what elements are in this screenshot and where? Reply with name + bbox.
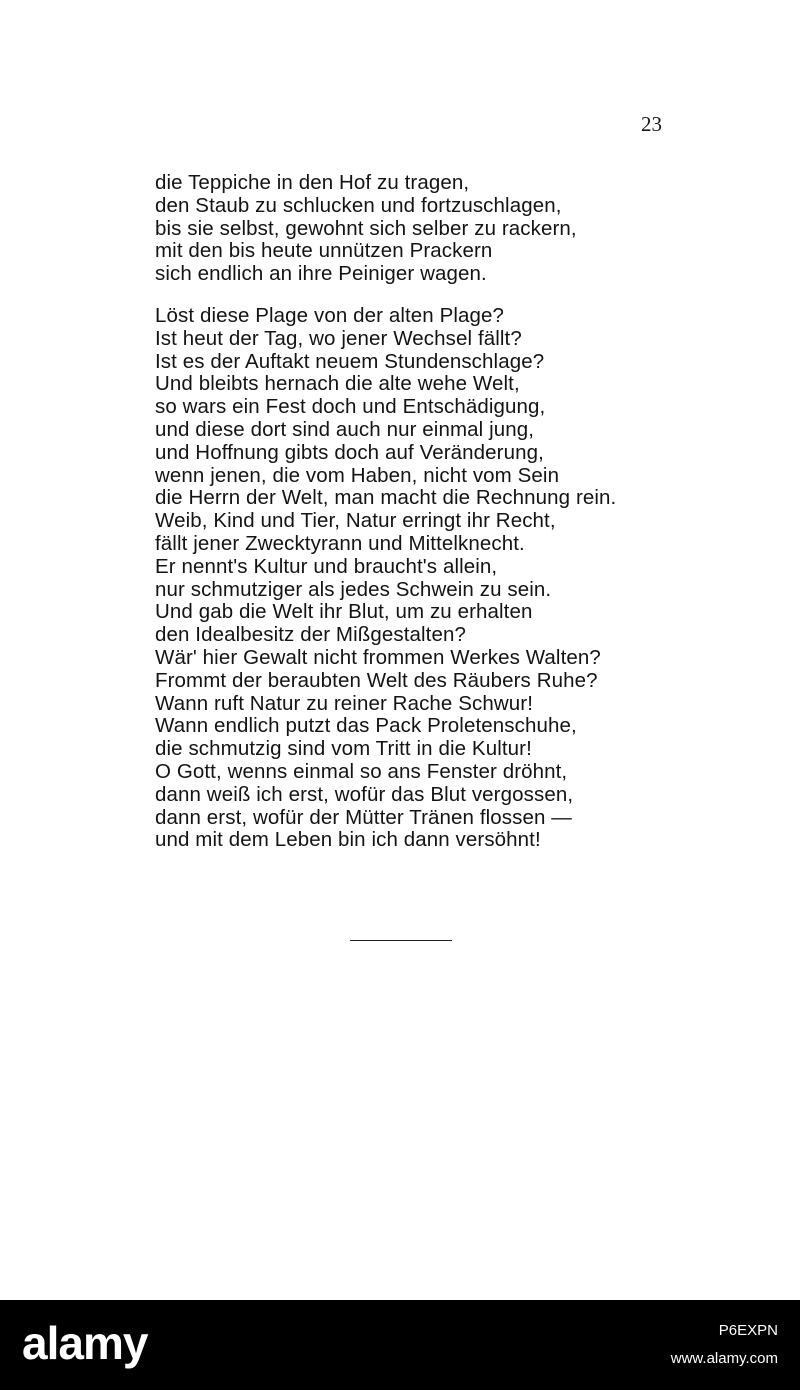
alamy-logo: alamy	[22, 1317, 148, 1369]
poem-line: den Idealbesitz der Mißgestalten?	[155, 623, 466, 647]
poem-line: bis sie selbst, gewohnt sich selber zu rackern,	[155, 216, 577, 240]
poem-line: fällt jener Zwecktyrann und Mittelknecht.	[155, 531, 525, 555]
end-divider-rule	[350, 940, 452, 941]
poem-line: sich endlich an ihre Peiniger wagen.	[155, 262, 487, 286]
poem-line: dann weiß ich erst, wofür das Blut vergossen,	[155, 782, 574, 806]
poem-line: die schmutzig sind vom Tritt in die Kultur!	[155, 737, 532, 761]
poem-line: die Herrn der Welt, man macht die Rechnung rein.	[155, 486, 617, 510]
poem-line: und Hoffnung gibts doch auf Veränderung,	[155, 440, 544, 464]
poem-line: Löst diese Plage von der alten Plage?	[155, 304, 505, 327]
poem-line: Und bleibts hernach die alte wehe Welt,	[155, 372, 520, 396]
poem-line: O Gott, wenns einmal so ans Fenster dröhnt,	[155, 759, 568, 783]
poem-line: Frommt der beraubten Welt des Räubers Ruhe?	[155, 668, 598, 692]
poem-stanza-2	[155, 305, 616, 852]
poem-line: und diese dort sind auch nur einmal jung,	[155, 417, 535, 441]
poem-line: Ist es der Auftakt neuem Stundenschlage?	[155, 349, 545, 373]
poem-line: Wär' hier Gewalt nicht frommen Werkes Walten?	[155, 645, 601, 669]
site-url: www.alamy.com	[670, 1350, 778, 1367]
poem-line: und mit dem Leben bin ich dann versöhnt!	[155, 828, 541, 852]
poem-line: den Staub zu schlucken und fortzuschlagen,	[155, 193, 562, 217]
poem-line: Ist heut der Tag, wo jener Wechsel fällt?	[155, 326, 522, 350]
image-id: P6EXPN	[718, 1322, 778, 1339]
poem-line: Er nennt's Kultur und braucht's allein,	[155, 554, 498, 578]
poem-line: nur schmutziger als jedes Schwein zu sein.	[155, 577, 552, 601]
poem-line: Weib, Kind und Tier, Natur erringt ihr Recht,	[155, 509, 556, 533]
poem-line: Wann endlich putzt das Pack Proletenschuhe,	[155, 714, 577, 738]
page-number: 23	[641, 112, 662, 136]
poem-line: so wars ein Fest doch und Entschädigung,	[155, 395, 546, 419]
watermark-footer	[0, 1300, 800, 1390]
poem-line: mit den bis heute unnützen Prackern	[155, 239, 493, 263]
poem-line: Wann ruft Natur zu reiner Rache Schwur!	[155, 691, 533, 715]
poem-line: Und gab die Welt ihr Blut, um zu erhalten	[155, 600, 533, 624]
poem-line: dann erst, wofür der Mütter Tränen flossen —	[155, 805, 572, 829]
poem-line: die Teppiche in den Hof zu tragen,	[155, 171, 470, 194]
poem-line: wenn jenen, die vom Haben, nicht vom Sein	[155, 463, 560, 487]
poem-stanza-1	[155, 172, 577, 286]
